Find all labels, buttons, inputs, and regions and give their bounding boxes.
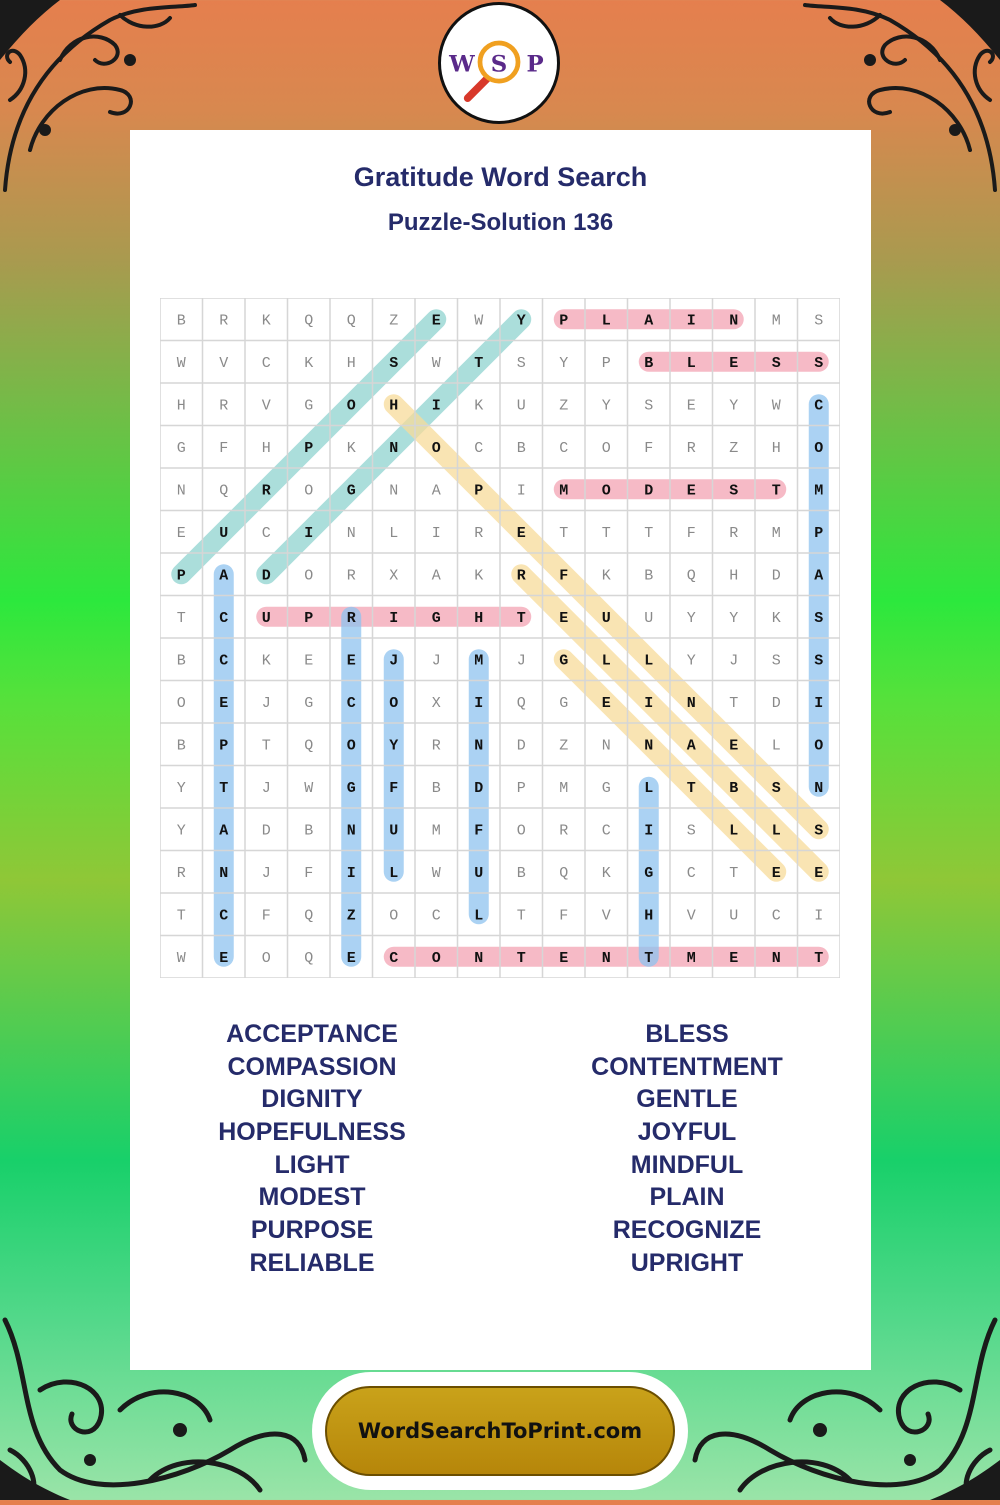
grid-letter: A <box>814 567 824 585</box>
grid-letter: N <box>729 312 739 330</box>
grid-letter: N <box>389 482 399 500</box>
grid-letter: O <box>431 949 441 967</box>
grid-letter: Y <box>176 779 186 797</box>
grid-letter: Y <box>601 397 611 415</box>
logo-letter-w: W <box>449 51 475 78</box>
page-title: Gratitude Word Search <box>353 162 648 192</box>
grid-letter: V <box>601 907 611 925</box>
grid-letter: S <box>644 397 654 415</box>
grid-letter: W <box>176 949 186 967</box>
word-item: RECOGNIZE <box>612 1216 762 1245</box>
grid-letter: E <box>176 524 186 542</box>
grid-letter: Z <box>389 312 399 330</box>
grid-letter: C <box>559 439 569 457</box>
grid-letter: K <box>474 397 484 415</box>
grid-letter: K <box>601 864 611 882</box>
grid-letter: J <box>389 652 399 670</box>
grid-letter: E <box>686 397 696 415</box>
grid-letter: O <box>346 397 356 415</box>
grid-letter: K <box>771 609 781 627</box>
grid-letter: G <box>346 779 356 797</box>
grid-letter: L <box>389 524 399 542</box>
grid-letter: H <box>644 907 654 925</box>
word-item: LIGHT <box>274 1150 350 1179</box>
word-item: COMPASSION <box>227 1052 397 1081</box>
grid-letter: B <box>516 439 526 457</box>
grid-letter: C <box>431 907 441 925</box>
grid-letter: B <box>431 779 441 797</box>
grid-letter: I <box>644 822 654 840</box>
grid-letter: S <box>729 482 739 500</box>
grid-letter: Q <box>304 312 314 330</box>
grid-letter: J <box>261 779 271 797</box>
grid-letter: K <box>261 652 271 670</box>
grid-letter: O <box>304 482 314 500</box>
grid-letter: H <box>389 397 399 415</box>
grid-letter: B <box>176 737 186 755</box>
grid-letter: N <box>474 949 484 967</box>
grid-letter: D <box>261 822 271 840</box>
grid-letter: L <box>389 864 399 882</box>
grid-letter: C <box>261 354 271 372</box>
grid-letter: S <box>814 609 824 627</box>
grid-letter: X <box>389 567 399 585</box>
grid-letter: H <box>771 439 781 457</box>
grid-letter: O <box>814 439 824 457</box>
word-item: ACCEPTANCE <box>226 1020 398 1048</box>
grid-letter: L <box>644 652 654 670</box>
grid-letter: I <box>304 524 314 542</box>
grid-letter: N <box>644 737 654 755</box>
grid-letter: G <box>176 439 186 457</box>
grid-letter: C <box>474 439 484 457</box>
grid-letter: K <box>474 567 484 585</box>
grid-letter: E <box>346 652 356 670</box>
grid-letter: K <box>261 312 271 330</box>
grid-letter: R <box>219 397 229 415</box>
grid-letter: R <box>219 312 229 330</box>
grid-letter: E <box>729 354 739 372</box>
grid-letter: Q <box>346 312 356 330</box>
grid-letter: T <box>474 354 484 372</box>
grid-letter: R <box>474 524 484 542</box>
grid-letter: T <box>559 524 569 542</box>
grid-letter: N <box>601 737 611 755</box>
word-item: MODEST <box>258 1183 366 1212</box>
grid-letter: L <box>771 822 781 840</box>
grid-letter: L <box>771 737 781 755</box>
grid-letter: O <box>304 567 314 585</box>
grid-letter: T <box>771 482 781 500</box>
grid-letter: L <box>601 312 611 330</box>
grid-letter: E <box>771 864 781 882</box>
word-list-left <box>147 1018 477 1280</box>
grid-letter: W <box>304 779 314 797</box>
grid-letter: E <box>559 609 569 627</box>
grid-letter: P <box>601 354 611 372</box>
word-item: DIGNITY <box>261 1085 363 1114</box>
site-link[interactable] <box>325 1386 675 1476</box>
grid-letter: Y <box>729 609 739 627</box>
grid-letter: M <box>559 482 569 500</box>
grid-letter: N <box>389 439 399 457</box>
grid-letter: J <box>431 652 441 670</box>
grid-letter: Z <box>559 397 569 415</box>
grid-letter: Q <box>304 907 314 925</box>
grid-letter: E <box>516 524 526 542</box>
grid-letter: M <box>771 312 781 330</box>
grid-letter: Q <box>304 949 314 967</box>
grid-letter: N <box>346 524 356 542</box>
grid-letter: A <box>219 567 229 585</box>
grid-letter: S <box>814 354 824 372</box>
grid-letter: G <box>431 609 441 627</box>
grid-letter: U <box>516 397 526 415</box>
word-item: GENTLE <box>636 1085 738 1114</box>
grid-letter: S <box>686 822 696 840</box>
grid-letter: E <box>304 652 314 670</box>
grid-letter: W <box>431 864 441 882</box>
grid-letter: C <box>219 609 229 627</box>
grid-letter: I <box>346 864 356 882</box>
grid-letter: R <box>686 439 696 457</box>
grid-letter: F <box>559 567 569 585</box>
grid-letter: S <box>771 354 781 372</box>
word-item: HOPEFULNESS <box>218 1118 406 1147</box>
grid-letter: P <box>814 524 824 542</box>
grid-letter: W <box>431 354 441 372</box>
grid-letter: R <box>431 737 441 755</box>
page-subtitle: Puzzle-Solution 136 <box>387 209 614 236</box>
grid-letter: N <box>346 822 356 840</box>
grid-letter: U <box>219 524 229 542</box>
grid-letter: R <box>516 567 526 585</box>
grid-letter: E <box>601 694 611 712</box>
grid-letter: O <box>601 482 611 500</box>
magnifier-logo-icon <box>441 5 557 121</box>
grid-letter: L <box>729 822 739 840</box>
grid-letter: N <box>474 737 484 755</box>
grid-letter: S <box>771 652 781 670</box>
grid-letter: N <box>219 864 229 882</box>
grid-letter: F <box>686 524 696 542</box>
grid-letter: I <box>814 907 824 925</box>
grid-letter: S <box>389 354 399 372</box>
grid-letter: J <box>261 694 271 712</box>
grid-letter: Q <box>686 567 696 585</box>
grid-letter: J <box>516 652 526 670</box>
grid-letter: K <box>601 567 611 585</box>
grid-letter: F <box>389 779 399 797</box>
grid-letter: D <box>644 482 654 500</box>
grid-letter: B <box>304 822 314 840</box>
grid-letter: U <box>601 609 611 627</box>
word-item: PLAIN <box>649 1183 725 1212</box>
grid-letter: P <box>516 779 526 797</box>
grid-letter: O <box>389 907 399 925</box>
grid-letter: N <box>686 694 696 712</box>
grid-letter: D <box>771 694 781 712</box>
grid-letter: E <box>559 949 569 967</box>
grid-letter: S <box>771 779 781 797</box>
grid-letter: O <box>261 949 271 967</box>
grid-letter: T <box>729 864 739 882</box>
grid-letter: R <box>176 864 186 882</box>
grid-letter: H <box>474 609 484 627</box>
grid-letter: U <box>644 609 654 627</box>
grid-letter: P <box>304 609 314 627</box>
grid-letter: J <box>729 652 739 670</box>
grid-letter: Y <box>729 397 739 415</box>
grid-letter: G <box>559 694 569 712</box>
grid-letter: G <box>601 779 611 797</box>
grid-letter: C <box>261 524 271 542</box>
grid-letter: T <box>601 524 611 542</box>
logo-letter-s: S <box>490 51 508 78</box>
grid-letter: R <box>346 567 356 585</box>
grid-letter: S <box>814 822 824 840</box>
grid-letter: H <box>176 397 186 415</box>
grid-letter: I <box>474 694 484 712</box>
grid-letter: G <box>644 864 654 882</box>
word-item: CONTENTMENT <box>591 1052 783 1081</box>
grid-letter: I <box>644 694 654 712</box>
grid-letter: Y <box>176 822 186 840</box>
grid-letter: T <box>644 524 654 542</box>
grid-letter: P <box>219 737 229 755</box>
grid-letter: I <box>431 524 441 542</box>
grid-letter: O <box>814 737 824 755</box>
grid-letter: S <box>814 652 824 670</box>
grid-letter: B <box>644 567 654 585</box>
grid-letter: W <box>176 354 186 372</box>
word-item: BLESS <box>645 1020 729 1048</box>
logo-letter-p: P <box>526 51 544 78</box>
grid-letter: C <box>601 822 611 840</box>
word-item: JOYFUL <box>637 1118 737 1147</box>
grid-letter: H <box>261 439 271 457</box>
grid-letter: P <box>474 482 484 500</box>
grid-letter: N <box>601 949 611 967</box>
grid-letter: L <box>686 354 696 372</box>
grid-letter: C <box>686 864 696 882</box>
grid-letter: O <box>176 694 186 712</box>
grid-letter: A <box>431 567 441 585</box>
grid-letter: T <box>644 949 654 967</box>
grid-letter: Q <box>516 694 526 712</box>
grid-letter: C <box>346 694 356 712</box>
grid-letter: O <box>389 694 399 712</box>
grid-letter: I <box>389 609 399 627</box>
grid-letter: E <box>729 737 739 755</box>
grid-letter: E <box>686 482 696 500</box>
grid-letter: F <box>474 822 484 840</box>
grid-letter: F <box>261 907 271 925</box>
grid-letter: Q <box>559 864 569 882</box>
grid-letter: Y <box>389 737 399 755</box>
grid-letter: N <box>176 482 186 500</box>
grid-letter: D <box>771 567 781 585</box>
grid-letter: T <box>516 949 526 967</box>
grid-letter: R <box>346 609 356 627</box>
grid-letter: T <box>176 609 186 627</box>
word-item: RELIABLE <box>249 1248 375 1277</box>
grid-letter: G <box>304 397 314 415</box>
grid-letter: K <box>346 439 356 457</box>
grid-letter: M <box>686 949 696 967</box>
grid-letter: U <box>261 609 271 627</box>
grid-canvas <box>160 298 840 978</box>
grid-letter: C <box>771 907 781 925</box>
grid-letter: I <box>431 397 441 415</box>
grid-letter: M <box>431 822 441 840</box>
grid-letter: Z <box>346 907 356 925</box>
grid-letter: C <box>814 397 824 415</box>
grid-letter: G <box>304 694 314 712</box>
grid-letter: T <box>219 779 229 797</box>
grid-letter: R <box>261 482 271 500</box>
grid-letter: D <box>261 567 271 585</box>
grid-letter: M <box>474 652 484 670</box>
grid-letter: A <box>644 312 654 330</box>
grid-letter: M <box>559 779 569 797</box>
grid-letter: P <box>304 439 314 457</box>
grid-letter: M <box>771 524 781 542</box>
grid-letter: V <box>261 397 271 415</box>
grid-letter: C <box>219 907 229 925</box>
grid-letter: T <box>176 907 186 925</box>
word-item: PURPOSE <box>250 1216 374 1245</box>
grid-letter: E <box>431 312 441 330</box>
grid-letter: O <box>601 439 611 457</box>
grid-letter: F <box>219 439 229 457</box>
grid-letter: Y <box>686 652 696 670</box>
grid-letter: W <box>771 397 781 415</box>
grid-letter: L <box>601 652 611 670</box>
grid-letter: J <box>261 864 271 882</box>
grid-letter: T <box>516 609 526 627</box>
grid-letter: P <box>559 312 569 330</box>
grid-letter: T <box>814 949 824 967</box>
grid-letter: H <box>346 354 356 372</box>
grid-letter: B <box>729 779 739 797</box>
grid-letter: U <box>389 822 399 840</box>
grid-letter: B <box>176 652 186 670</box>
word-item: MINDFUL <box>630 1150 744 1179</box>
grid-letter: T <box>686 779 696 797</box>
grid-letter: A <box>686 737 696 755</box>
grid-letter: R <box>559 822 569 840</box>
grid-letter: Y <box>559 354 569 372</box>
grid-letter: P <box>176 567 186 585</box>
grid-letter: W <box>474 312 484 330</box>
grid-letter: K <box>304 354 314 372</box>
grid-letter: Q <box>219 482 229 500</box>
grid-letter: U <box>474 864 484 882</box>
grid-letter: Y <box>516 312 526 330</box>
grid-letter: O <box>346 737 356 755</box>
grid-letter: G <box>559 652 569 670</box>
grid-letter: L <box>474 907 484 925</box>
grid-letter: Z <box>729 439 739 457</box>
grid-letter: M <box>814 482 824 500</box>
word-item: UPRIGHT <box>630 1248 744 1277</box>
grid-letter: D <box>516 737 526 755</box>
grid-letter: C <box>389 949 399 967</box>
footer-site-badge <box>312 1372 688 1490</box>
site-label: WordSearchToPrint.com <box>357 1419 643 1443</box>
wsp-logo <box>438 2 560 124</box>
grid-letter: V <box>686 907 696 925</box>
grid-letter: E <box>729 949 739 967</box>
grid-letter: Z <box>559 737 569 755</box>
grid-letter: X <box>431 694 441 712</box>
grid-letter: N <box>814 779 824 797</box>
grid-letter: R <box>729 524 739 542</box>
grid-letter: T <box>261 737 271 755</box>
grid-letter: L <box>644 779 654 797</box>
grid-letter: I <box>686 312 696 330</box>
grid-letter: Y <box>686 609 696 627</box>
word-list-right <box>522 1018 852 1280</box>
grid-letter: H <box>729 567 739 585</box>
grid-letter: Q <box>304 737 314 755</box>
grid-letter: D <box>474 779 484 797</box>
grid-letter: B <box>644 354 654 372</box>
grid-letter: T <box>729 694 739 712</box>
grid-letter: S <box>516 354 526 372</box>
grid-letter: G <box>346 482 356 500</box>
grid-letter: I <box>814 694 824 712</box>
grid-letter: C <box>219 652 229 670</box>
grid-letter: E <box>814 864 824 882</box>
grid-letter: V <box>219 354 229 372</box>
grid-letter: N <box>771 949 781 967</box>
grid-letter: O <box>516 822 526 840</box>
grid-letter: B <box>516 864 526 882</box>
grid-letter: S <box>814 312 824 330</box>
grid-letter: E <box>346 949 356 967</box>
grid-letter: F <box>559 907 569 925</box>
grid-letter: U <box>729 907 739 925</box>
grid-letter: A <box>431 482 441 500</box>
grid-letter: I <box>516 482 526 500</box>
grid-letter: F <box>304 864 314 882</box>
grid-letter: E <box>219 694 229 712</box>
grid-letter: F <box>644 439 654 457</box>
grid-letter: B <box>176 312 186 330</box>
word-search-grid <box>160 298 840 978</box>
grid-letter: T <box>516 907 526 925</box>
grid-letter: E <box>219 949 229 967</box>
grid-letter: O <box>431 439 441 457</box>
grid-letter: A <box>219 822 229 840</box>
